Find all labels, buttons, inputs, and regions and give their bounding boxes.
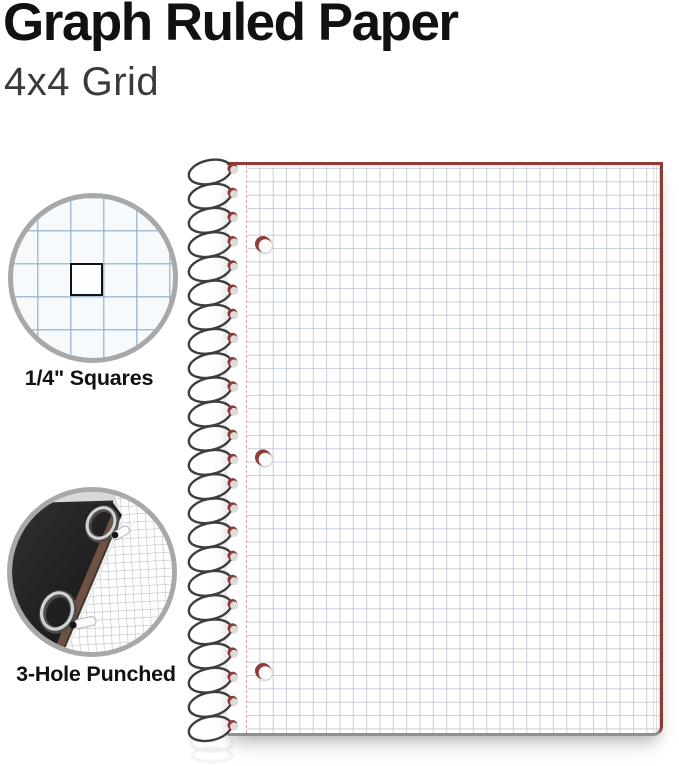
punched-holes (227, 165, 663, 739)
binder-photo (12, 492, 172, 652)
squares-label: 1/4" Squares (24, 366, 154, 390)
highlighted-grid-square (70, 263, 103, 296)
page-subtitle: 4x4 Grid (4, 60, 160, 104)
page-title: Graph Ruled Paper (3, 0, 458, 52)
graph-paper-page (227, 162, 663, 736)
three-hole-punched-inset (7, 487, 177, 657)
quarter-inch-squares-inset (8, 193, 178, 363)
spiral-binding (184, 157, 248, 747)
punched-label: 3-Hole Punched (16, 662, 176, 686)
